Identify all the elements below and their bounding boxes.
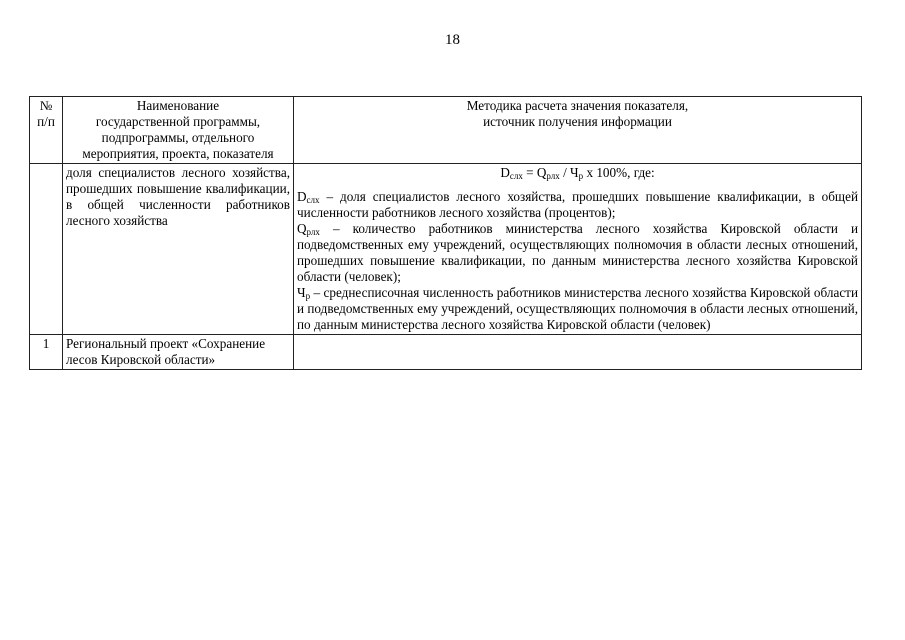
row-number: 1 [30,335,63,370]
header-number [30,97,63,164]
formula [297,165,858,181]
definition-chr [297,285,858,333]
formula-part: = Q [522,165,547,180]
formula-subscript: рлх [546,171,560,181]
header-name [63,97,294,164]
method-cell-empty [294,335,862,370]
header-number-line: № [39,98,53,113]
formula-subscript: слх [509,171,523,181]
header-method-line: источник получения информации [483,114,672,129]
row-number [30,164,63,335]
method-cell [294,164,862,335]
header-number-line: п/п [37,114,55,129]
header-method-line: Методика расчета значения показателя, [466,98,689,113]
indicator-table [29,96,862,370]
header-name-line: Наименование [136,98,220,113]
definition-symbol: Q [297,221,307,236]
definition-symbol: Ч [297,285,306,300]
header-method [294,97,862,164]
formula-part: х 100%, где: [583,165,655,180]
definition-subscript: слх [306,195,320,205]
header-name-line: мероприятия, проекта, показателя [82,146,274,161]
project-name: Региональный проект «Сохранение лесов Кировской области» [63,335,294,370]
table-row [30,164,862,335]
definition-subscript: рлх [306,227,320,237]
definition-symbol: D [297,189,307,204]
page-number: 18 [445,32,460,48]
definition-text: – количество работников министерства лесного хозяйства Кировской области и подведомственных ему учреждений, осуществляющих полномочия в области лесных отношений, прошедших повышение квалификации, по данным министерства лесного хозяйства Кировской области (человек); [297,221,858,284]
header-name-line: государственной программы, [95,114,261,129]
definition-text: – среднесписочная численность работников министерства лесного хозяйства Кировской области и подведомственных ему учреждений, осуществляющих полномочия в области лесных отношений, по данным министерства лесного хозяйства Кировской области (человек) [297,285,858,332]
table-row [30,335,862,370]
definition-subscript: р [305,291,311,301]
definition-dslh [297,189,858,221]
table-header-row [30,97,862,164]
definition-text: – доля специалистов лесного хозяйства, прошедших повышение квалификации, в общей численности работников лесного хозяйства (процентов); [297,189,858,220]
formula-subscript: р [578,171,584,181]
formula-part: / Ч [559,165,579,180]
indicator-name: доля специалистов лесного хозяйства, прошедших повышение квалификации, в общей численности работников лесного хозяйства [63,164,294,335]
formula-symbol: D [500,165,510,180]
definition-qrlh [297,221,858,285]
header-name-line: подпрограммы, отдельного [101,130,255,145]
